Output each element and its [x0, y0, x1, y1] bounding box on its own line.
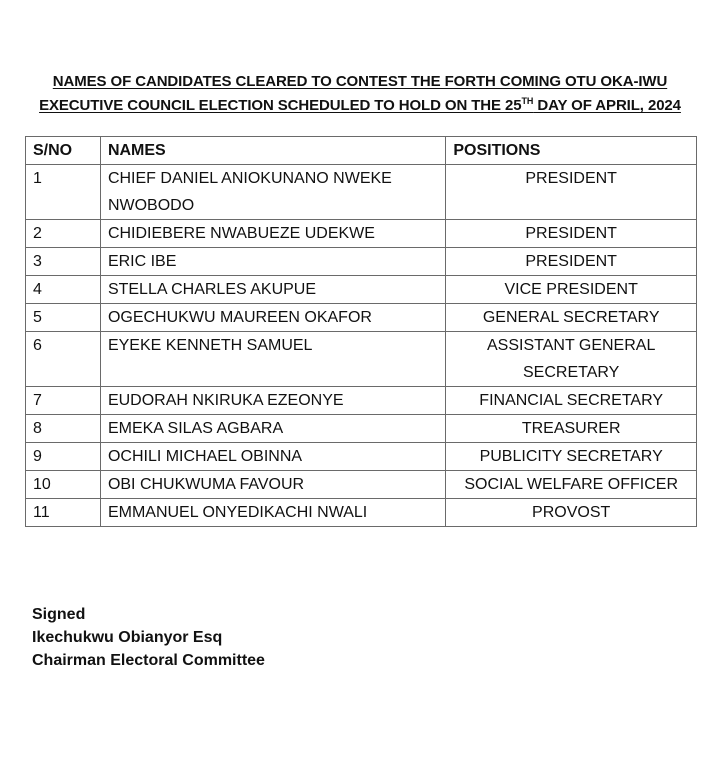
cell-position: GENERAL SECRETARY: [446, 304, 697, 332]
signatory-name: Ikechukwu Obianyor Esq: [32, 629, 223, 646]
cell-name: OGECHUKWU MAUREEN OKAFOR: [100, 304, 445, 332]
cell-position: PRESIDENT: [446, 165, 697, 220]
cell-position: PRESIDENT: [446, 248, 697, 276]
header-names: NAMES: [100, 137, 445, 165]
cell-sno: 8: [26, 415, 101, 443]
signature-block: [32, 603, 265, 672]
cell-name: EMEKA SILAS AGBARA: [100, 415, 445, 443]
table-row: [26, 220, 697, 248]
table-row: [26, 165, 697, 220]
cell-position: PROVOST: [446, 499, 697, 527]
cell-name: STELLA CHARLES AKUPUE: [100, 276, 445, 304]
heading-ordinal-superscript: TH: [521, 96, 534, 106]
table-row: [26, 332, 697, 387]
table-row: [26, 276, 697, 304]
cell-name: CHIEF DANIEL ANIOKUNANO NWEKE NWOBODO: [100, 165, 445, 220]
table-row: [26, 248, 697, 276]
cell-sno: 4: [26, 276, 101, 304]
cell-name: CHIDIEBERE NWABUEZE UDEKWE: [100, 220, 445, 248]
table-row: [26, 415, 697, 443]
table-header-row: [26, 137, 697, 165]
cell-name: ERIC IBE: [100, 248, 445, 276]
cell-name: EMMANUEL ONYEDIKACHI NWALI: [100, 499, 445, 527]
cell-sno: 7: [26, 387, 101, 415]
cell-sno: 1: [26, 165, 101, 220]
heading-line-2-prefix: EXECUTIVE COUNCIL ELECTION SCHEDULED TO HOLD ON THE 25: [39, 97, 522, 114]
cell-sno: 6: [26, 332, 101, 387]
signed-label: Signed: [32, 606, 86, 623]
table-row: [26, 499, 697, 527]
header-sno: S/NO: [26, 137, 101, 165]
cell-sno: 5: [26, 304, 101, 332]
heading-line-1: NAMES OF CANDIDATES CLEARED TO CONTEST THE FORTH COMING OTU OKA-IWU: [52, 73, 668, 90]
cell-position: PRESIDENT: [446, 220, 697, 248]
cell-sno: 9: [26, 443, 101, 471]
cell-position: FINANCIAL SECRETARY: [446, 387, 697, 415]
cell-sno: 10: [26, 471, 101, 499]
cell-position: VICE PRESIDENT: [446, 276, 697, 304]
cell-name: EYEKE KENNETH SAMUEL: [100, 332, 445, 387]
cell-position: TREASURER: [446, 415, 697, 443]
heading-line-2: [0, 94, 720, 118]
signatory-role: Chairman Electoral Committee: [32, 652, 265, 669]
table-row: [26, 471, 697, 499]
document-heading: [0, 70, 720, 118]
cell-name: OBI CHUKWUMA FAVOUR: [100, 471, 445, 499]
table-row: [26, 443, 697, 471]
cell-position: SOCIAL WELFARE OFFICER: [446, 471, 697, 499]
heading-line-2-suffix: DAY OF APRIL, 2024: [533, 97, 681, 114]
cell-sno: 11: [26, 499, 101, 527]
cell-position: ASSISTANT GENERAL SECRETARY: [446, 332, 697, 387]
header-positions: POSITIONS: [446, 137, 697, 165]
cell-name: OCHILI MICHAEL OBINNA: [100, 443, 445, 471]
cell-name: EUDORAH NKIRUKA EZEONYE: [100, 387, 445, 415]
candidates-table: [25, 136, 697, 527]
cell-position: PUBLICITY SECRETARY: [446, 443, 697, 471]
cell-sno: 2: [26, 220, 101, 248]
table-row: [26, 387, 697, 415]
cell-sno: 3: [26, 248, 101, 276]
table-row: [26, 304, 697, 332]
